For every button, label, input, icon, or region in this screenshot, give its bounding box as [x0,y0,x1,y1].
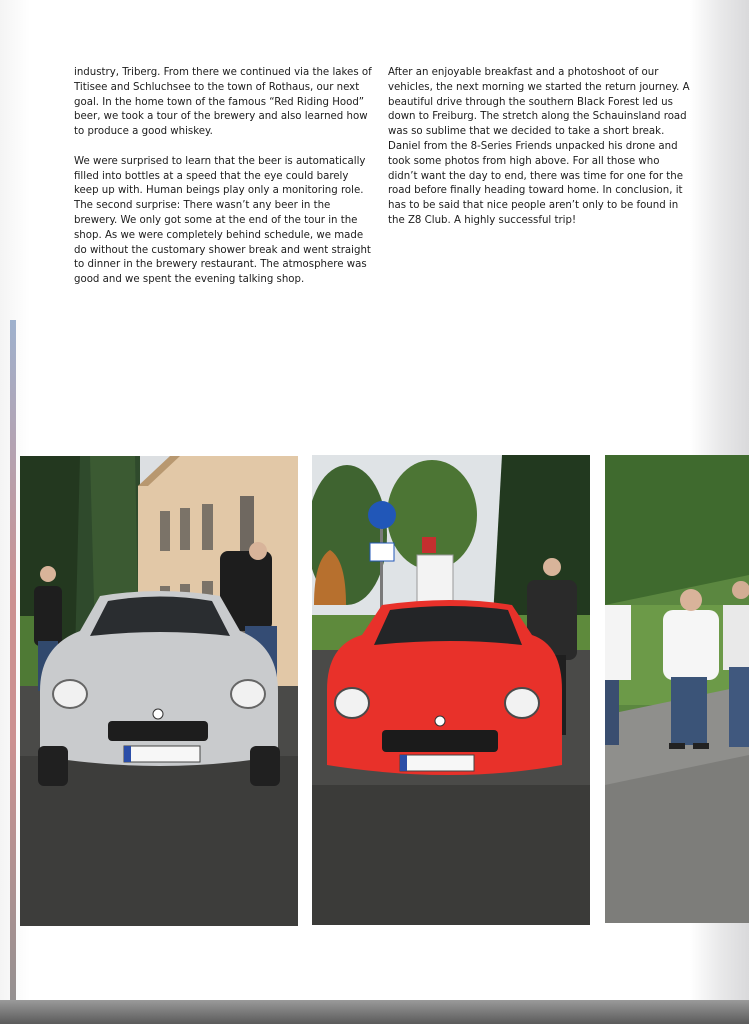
scan-bottom-edge [0,1000,749,1024]
article-paragraph: We were surprised to learn that the beer is automatically filled into bottles at a speed that the eye could barely keep up with. Human beings play only a monitoring role. The second surprise: There wasn’t any beer in the brewery. We only got some at the end of the tour in the shop. As we were completely behind schedule, we made do without the customary shower break and went straight to dinner in the brewery restaurant. The atmosphere was good and we spent the evening talking shop. [74,155,371,286]
silver-car-photo [20,456,298,926]
page-spine-edge [10,320,16,1020]
article-paragraph: After an enjoyable breakfast and a photoshoot of our vehicles, the next morning we started the return journey. A beautiful drive through the southern Black Forest led us down to Freiburg. The stretch along the Schauinsland road was so sublime that we decided to take a short break. Daniel from the 8-Series Friends unpacked his drone and took some photos from high above. For all those who didn’t want the day to end, there was time for one for the road before finally heading toward home. In conclusion, it has to be said that nice people aren’t only to be found in the Z8 Club. A highly successful trip! [388,67,690,226]
article-left-column [74,66,374,303]
group-photo [605,455,749,923]
red-car-photo [312,455,590,925]
article-paragraph: industry, Triberg. From there we continued via the lakes of Titisee and Schluchsee to the town of Rothaus, our next goal. In the home town of the famous “Red Riding Hood” beer, we took a tour of the brewery and also learned how to produce a good whiskey. [74,67,372,138]
article-right-column [388,66,690,244]
